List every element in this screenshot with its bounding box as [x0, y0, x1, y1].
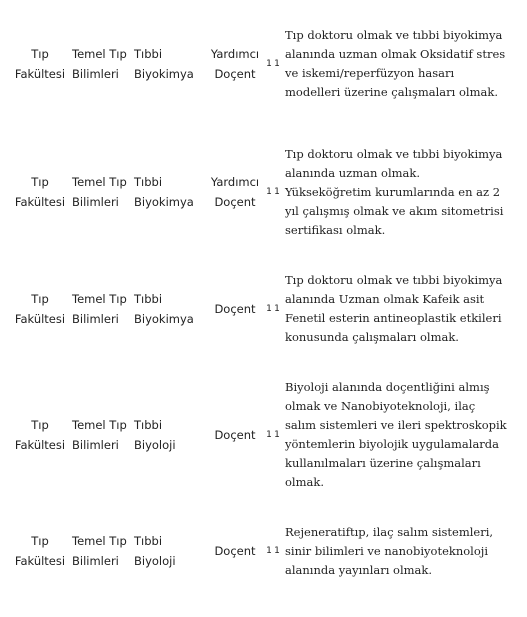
faculty-cell: [10, 512, 70, 590]
requirements-cell: [285, 262, 507, 356]
count-text: 1: [266, 304, 272, 314]
title-cell: [204, 512, 266, 590]
division-cell: [134, 370, 202, 500]
count-text: 1: [266, 187, 272, 197]
department-cell: [72, 370, 134, 500]
table-row: [0, 8, 527, 120]
count-text: 1: [266, 430, 272, 440]
requirements-cell: [285, 512, 507, 590]
table-row: [0, 512, 527, 590]
department-text: Temel Tıp Bilimleri: [72, 418, 127, 452]
title-cell: [204, 262, 266, 356]
division-text: Tıbbi Biyokimya: [134, 47, 194, 81]
division-text: Tıbbi Biyoloji: [134, 418, 176, 452]
title-text: Doçent: [214, 544, 256, 558]
faculty-text: Tıp Fakültesi: [14, 292, 66, 326]
title-text: Yardımcı Doçent: [210, 175, 260, 209]
division-cell: [134, 262, 202, 356]
title-cell: [204, 370, 266, 500]
requirements-text: Tıp doktoru olmak ve tıbbi biyokimya alanında uzman olmak. Yükseköğretim kurumlarında en az 2 yıl çalışmış olmak ve akım sitometrisi sertifikası olmak.: [285, 146, 504, 237]
count-cell: [265, 512, 273, 590]
department-text: Temel Tıp Bilimleri: [72, 175, 127, 209]
count-text-2: 1: [274, 304, 280, 314]
requirements-text: Biyoloji alanında doçentliğini almış olmak ve Nanobiyoteknoloji, ilaç salım sistemleri ve ileri spektroskopik yöntemlerin biyolojik uygulamalarda kullanılmaları üzerine çalışmaları olmak.: [285, 380, 507, 489]
count-cell-2: [273, 136, 281, 248]
department-cell: [72, 512, 134, 590]
division-text: Tıbbi Biyokimya: [134, 175, 194, 209]
division-text: Tıbbi Biyoloji: [134, 534, 176, 568]
faculty-cell: [10, 262, 70, 356]
division-cell: [134, 136, 202, 248]
faculty-cell: [10, 8, 70, 120]
count-text-2: 1: [274, 59, 280, 69]
faculty-cell: [10, 370, 70, 500]
count-cell-2: [273, 262, 281, 356]
count-cell: [265, 370, 273, 500]
count-text: 1: [266, 59, 272, 69]
count-cell: [265, 8, 273, 120]
department-cell: [72, 262, 134, 356]
requirements-cell: [285, 136, 507, 248]
title-text: Doçent: [214, 428, 256, 442]
count-cell-2: [273, 8, 281, 120]
division-cell: [134, 512, 202, 590]
count-text-2: 1: [274, 546, 280, 556]
count-cell-2: [273, 512, 281, 590]
count-text-2: 1: [274, 430, 280, 440]
requirements-text: Rejeneratiftıp, ilaç salım sistemleri, sinir bilimleri ve nanobiyoteknoloji alanında yayınları olmak.: [285, 524, 494, 577]
title-cell: [204, 8, 266, 120]
department-text: Temel Tıp Bilimleri: [72, 47, 127, 81]
department-cell: [72, 8, 134, 120]
table-row: [0, 262, 527, 356]
table-row: [0, 136, 527, 248]
requirements-cell: [285, 8, 507, 120]
count-cell-2: [273, 370, 281, 500]
count-cell: [265, 262, 273, 356]
requirements-text: Tıp doktoru olmak ve tıbbi biyokimya alanında uzman olmak Oksidatif stres ve iskemi/reperfüzyon hasarı modelleri üzerine çalışmaları olmak.: [285, 28, 506, 99]
title-text: Yardımcı Doçent: [210, 47, 260, 81]
title-text: Doçent: [214, 302, 256, 316]
faculty-text: Tıp Fakültesi: [14, 175, 66, 209]
department-text: Temel Tıp Bilimleri: [72, 292, 127, 326]
division-cell: [134, 8, 202, 120]
department-text: Temel Tıp Bilimleri: [72, 534, 127, 568]
department-cell: [72, 136, 134, 248]
title-cell: [204, 136, 266, 248]
requirements-text: Tıp doktoru olmak ve tıbbi biyokimya alanında Uzman olmak Kafeik asit Fenetil esterin antineoplastik etkileri konusunda çalışmaları olmak.: [285, 273, 503, 344]
faculty-cell: [10, 136, 70, 248]
count-cell: [265, 136, 273, 248]
count-text: 1: [266, 546, 272, 556]
requirements-cell: [285, 370, 507, 500]
faculty-text: Tıp Fakültesi: [14, 418, 66, 452]
count-text-2: 1: [274, 187, 280, 197]
faculty-text: Tıp Fakültesi: [14, 534, 66, 568]
faculty-text: Tıp Fakültesi: [14, 47, 66, 81]
division-text: Tıbbi Biyokimya: [134, 292, 194, 326]
table-row: [0, 370, 527, 500]
